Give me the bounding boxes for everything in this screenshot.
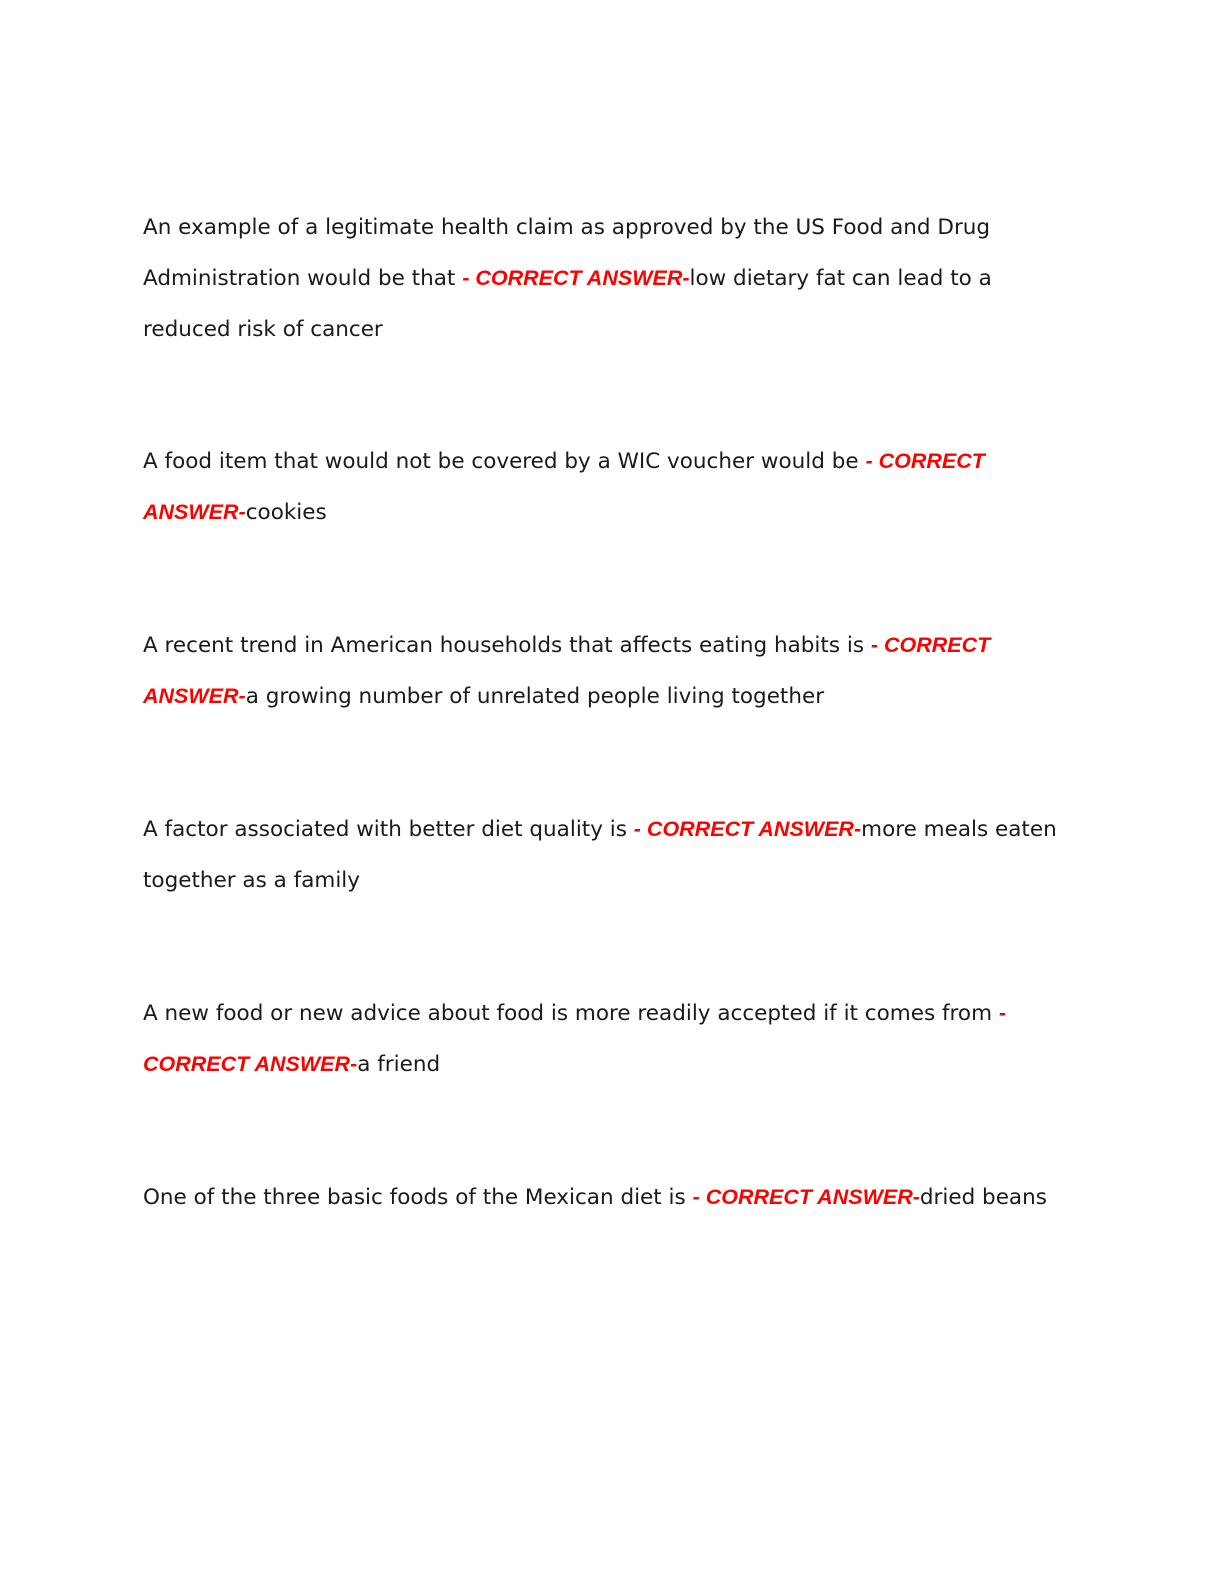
answer-text: a friend xyxy=(357,1052,441,1077)
qa-item xyxy=(143,202,1083,355)
question-text: An example of a legitimate health claim as approved by the US Food and Drug Administration would be that xyxy=(143,215,991,291)
question-text: A recent trend in American households that affects eating habits is xyxy=(143,633,871,658)
question-text: A new food or new advice about food is more readily accepted if it comes from xyxy=(143,1001,999,1026)
answer-text: more meals eaten together as a family xyxy=(143,817,1057,893)
qa-item xyxy=(143,1172,1083,1223)
answer-text: low dietary fat can lead to a reduced risk of cancer xyxy=(143,266,992,342)
correct-answer-marker: - CORRECT ANSWER- xyxy=(462,266,690,290)
question-text: A factor associated with better diet quality is xyxy=(143,817,634,842)
question-text: A food item that would not be covered by a WIC voucher would be xyxy=(143,449,866,474)
qa-item xyxy=(143,804,1083,906)
correct-answer-marker: - CORRECT ANSWER- xyxy=(143,449,985,524)
qa-item xyxy=(143,436,1083,538)
correct-answer-marker: - CORRECT ANSWER- xyxy=(692,1185,920,1209)
correct-answer-marker: - CORRECT ANSWER- xyxy=(633,817,862,841)
qa-item xyxy=(143,988,1083,1090)
answer-text: dried beans xyxy=(919,1185,1047,1210)
qa-item xyxy=(143,620,1083,722)
question-text: One of the three basic foods of the Mexican diet is xyxy=(143,1185,693,1210)
answer-text: a growing number of unrelated people living together xyxy=(245,684,825,709)
correct-answer-marker: - CORRECT ANSWER- xyxy=(143,1001,1007,1076)
correct-answer-marker: - CORRECT ANSWER- xyxy=(143,633,991,708)
answer-text: cookies xyxy=(245,500,327,525)
